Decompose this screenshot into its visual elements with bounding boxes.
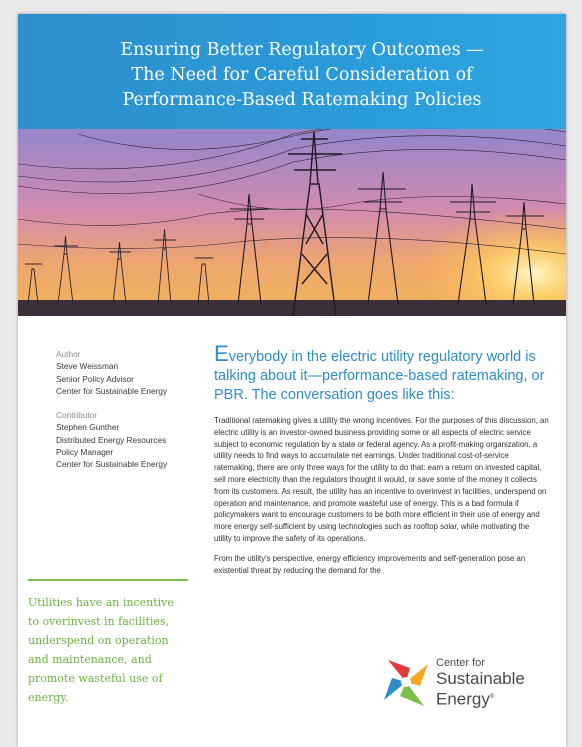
lead-text: verybody in the electric utility regulatory world is talking about it—performance-based ratemaking, or PBR. The conversation goes like this: — [214, 349, 545, 403]
logo-line-2: Sustainable — [436, 669, 525, 688]
author-role: Senior Policy Advisor — [56, 373, 134, 384]
body-paragraph: From the utility's perspective, energy efficiency improvements and self-generation pose an existential threat by reducing the demand for the — [214, 553, 526, 575]
contributor-role-2: Policy Manager — [56, 447, 114, 458]
lead-paragraph — [214, 341, 549, 405]
main-column — [214, 341, 549, 584]
contributor-org: Center for Sustainable Energy — [56, 459, 168, 470]
title-line: Ensuring Better Regulatory Outcomes — — [120, 40, 484, 60]
registered-mark: ® — [489, 694, 495, 700]
author-name: Steve Weissman — [56, 361, 119, 372]
document-page — [18, 14, 566, 747]
author-org: Center for Sustainable Energy — [56, 385, 168, 396]
pinwheel-logo-icon — [380, 654, 432, 710]
contributor-name: Stephen Gunther — [56, 422, 120, 433]
title-line: Performance-Based Ratemaking Policies — [122, 90, 482, 110]
logo-line-3 — [436, 688, 525, 709]
title-line: The Need for Careful Consideration of — [131, 65, 473, 85]
logo-line-3-text: Energy — [436, 689, 490, 709]
pull-quote: Utilities have an incentive to overinvest in facilities, underspend on operation and maintenance, and promote wasteful use of energy. — [28, 579, 188, 707]
contributor-label: Contributor — [56, 410, 98, 421]
logo-line-1: Center for — [436, 657, 485, 669]
credits-sidebar — [56, 348, 206, 471]
cse-logo — [380, 654, 550, 726]
hero-image — [18, 14, 566, 316]
lead-initial: E — [214, 341, 229, 366]
document-title — [52, 38, 552, 113]
body-paragraph: Traditional ratemaking gives a utility the wrong incentives. For the purposes of this discussion, an electric utility is an investor-owned business providing some or all aspects of electric service subject to economic regulation by a state or federal agency. As a profit-making organization, a utility needs to find ways to accumulate net earnings. Under traditional cost-of-service ratemaking, there are only three ways for the utility to do that: earn a return on invested capital, sell more electricity than the regulators thought it would, or save some of the money it collects from its customers. As result, the utility has an incentive to overinvest in facilities, underspend on operation and maintenance, and promote wasteful use of energy. This is a bad formula if policymakers want to encourage customers to be both more efficient in their use of energy and more energy self-sufficient by using technologies such as rooftop solar, while motivating the utility to improve the safety of its operations. — [214, 416, 549, 543]
contributor-role: Distributed Energy Resources — [56, 434, 167, 445]
logo-wordmark — [436, 656, 525, 709]
author-label: Author — [56, 349, 81, 359]
